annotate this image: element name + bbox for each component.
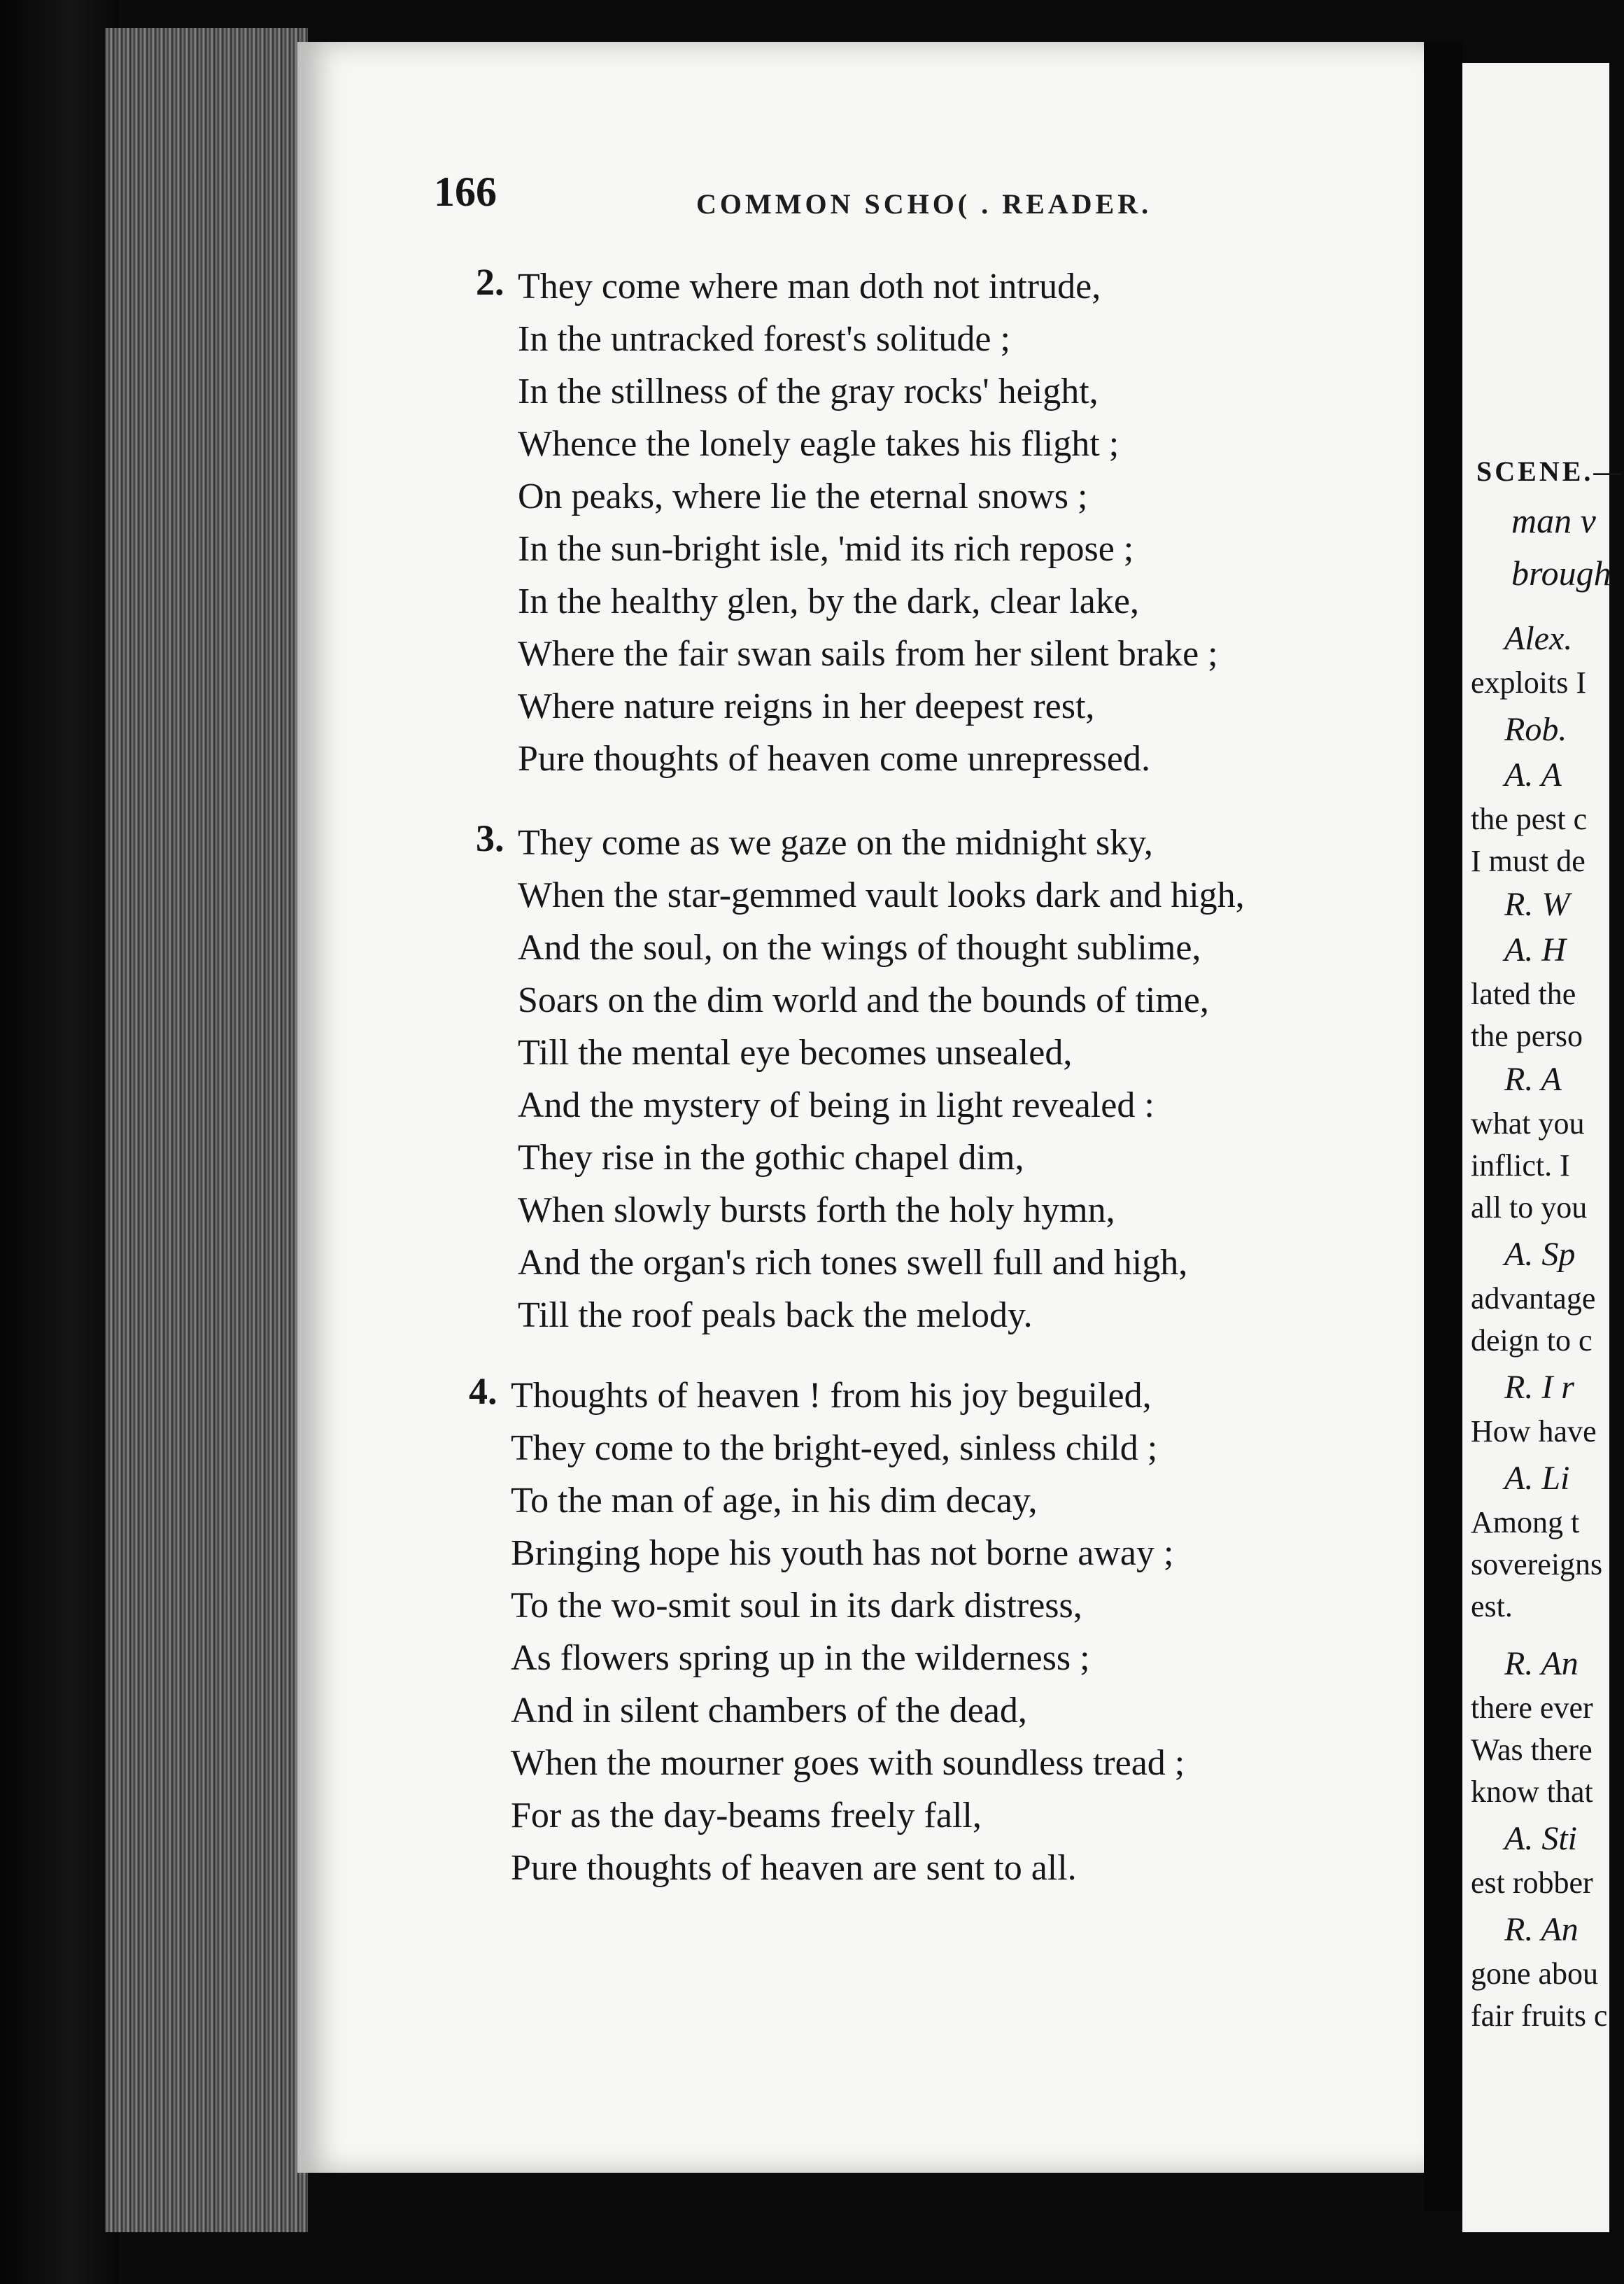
- facing-line: R. W: [1504, 886, 1570, 923]
- facing-line: fair fruits c: [1471, 1998, 1608, 2033]
- stanza-number: 3.: [476, 817, 504, 859]
- facing-line: exploits I: [1471, 665, 1586, 700]
- facing-line: SCENE.—: [1476, 456, 1624, 487]
- verse-line: When slowly bursts forth the holy hymn,: [518, 1190, 1115, 1230]
- facing-line: R. I r: [1504, 1369, 1574, 1406]
- facing-line: I must de: [1471, 844, 1586, 878]
- facing-line: A. H: [1504, 931, 1566, 968]
- facing-line: A. Sp: [1504, 1236, 1576, 1273]
- facing-line: inflict. I: [1471, 1148, 1570, 1183]
- verse-line: Till the roof peals back the melody.: [518, 1295, 1033, 1335]
- verse-line: When the mourner goes with soundless tread ;: [511, 1743, 1185, 1783]
- verse-line: And the soul, on the wings of thought sublime,: [518, 928, 1201, 968]
- verse-line: To the wo-smit soul in its dark distress,: [511, 1586, 1082, 1626]
- page-number: 166: [434, 169, 497, 215]
- stanza: [469, 1369, 1448, 1894]
- facing-line: Among t: [1471, 1505, 1580, 1539]
- facing-line: know that: [1471, 1775, 1593, 1809]
- page-edges: [105, 28, 308, 2232]
- facing-line: Was there: [1471, 1733, 1593, 1767]
- verse-line: In the sun-bright isle, 'mid its rich repose ;: [518, 529, 1134, 569]
- verse-line: Thoughts of heaven ! from his joy beguiled,: [511, 1376, 1152, 1416]
- facing-line: est robber: [1471, 1866, 1593, 1900]
- facing-line: the pest c: [1471, 802, 1588, 836]
- facing-page: [1462, 63, 1624, 2232]
- facing-line: A. Sti: [1504, 1820, 1577, 1857]
- facing-line: R. An: [1504, 1911, 1579, 1948]
- verse-line: In the healthy glen, by the dark, clear lake,: [518, 581, 1139, 621]
- verse-line: Pure thoughts of heaven are sent to all.: [511, 1848, 1077, 1888]
- verse-line: For as the day-beams freely fall,: [511, 1796, 982, 1835]
- facing-line: lated the: [1471, 977, 1576, 1011]
- facing-line: gone abou: [1471, 1957, 1599, 1991]
- stanza: [476, 260, 1455, 785]
- facing-line: the perso: [1471, 1019, 1583, 1053]
- verse-line: They come where man doth not intrude,: [518, 267, 1101, 306]
- verse-line: To the man of age, in his dim decay,: [511, 1481, 1038, 1521]
- facing-line: all to you: [1471, 1190, 1588, 1225]
- verse-line: Till the mental eye becomes unsealed,: [518, 1033, 1073, 1073]
- verse-line: As flowers spring up in the wilderness ;: [511, 1638, 1090, 1678]
- facing-line: est.: [1471, 1589, 1513, 1623]
- facing-line: Rob.: [1504, 711, 1567, 748]
- verse-line: And in silent chambers of the dead,: [511, 1691, 1027, 1730]
- verse-line: In the stillness of the gray rocks' height,: [518, 372, 1099, 411]
- verse-line: On peaks, where lie the eternal snows ;: [518, 477, 1088, 516]
- facing-line: How have: [1471, 1414, 1597, 1448]
- stanza-number: 4.: [469, 1370, 497, 1412]
- book-spine-shadow: [0, 0, 119, 2284]
- facing-line: there ever: [1471, 1691, 1593, 1725]
- verse-line: They come to the bright-eyed, sinless child ;: [511, 1428, 1158, 1468]
- facing-line: R. A: [1504, 1061, 1562, 1098]
- verse-line: Bringing hope his youth has not borne away ;: [511, 1533, 1174, 1573]
- facing-line: Alex.: [1504, 620, 1573, 657]
- facing-line: man v: [1511, 501, 1596, 540]
- running-title: COMMON SCHO( . READER.: [696, 188, 1152, 220]
- facing-line: advantage: [1471, 1281, 1596, 1316]
- verse-line: Whence the lonely eagle takes his flight ;: [518, 424, 1120, 464]
- verse-line: Where the fair swan sails from her silent brake ;: [518, 634, 1218, 674]
- verse-line: Where nature reigns in her deepest rest,: [518, 686, 1095, 726]
- verse-line: And the mystery of being in light revealed :: [518, 1085, 1155, 1125]
- facing-line: A. Li: [1504, 1460, 1570, 1497]
- verse-line: They rise in the gothic chapel dim,: [518, 1138, 1024, 1178]
- verse-line: When the star-gemmed vault looks dark and high,: [518, 875, 1245, 915]
- verse-line: They come as we gaze on the midnight sky,: [518, 823, 1153, 863]
- facing-line: R. An: [1504, 1645, 1579, 1682]
- facing-line: sovereigns: [1471, 1547, 1603, 1581]
- verse-line: Soars on the dim world and the bounds of time,: [518, 980, 1209, 1020]
- facing-line: A. A: [1504, 756, 1562, 794]
- facing-line: what you: [1471, 1106, 1585, 1141]
- facing-line: brough: [1511, 554, 1611, 593]
- stanza: [476, 817, 1455, 1341]
- verse-line: Pure thoughts of heaven come unrepressed.: [518, 739, 1150, 779]
- facing-line: deign to c: [1471, 1323, 1593, 1358]
- verse-line: In the untracked forest's solitude ;: [518, 319, 1010, 359]
- book-gutter: [1424, 42, 1462, 2211]
- stanza-number: 2.: [476, 261, 504, 303]
- verse-line: And the organ's rich tones swell full and high,: [518, 1243, 1188, 1283]
